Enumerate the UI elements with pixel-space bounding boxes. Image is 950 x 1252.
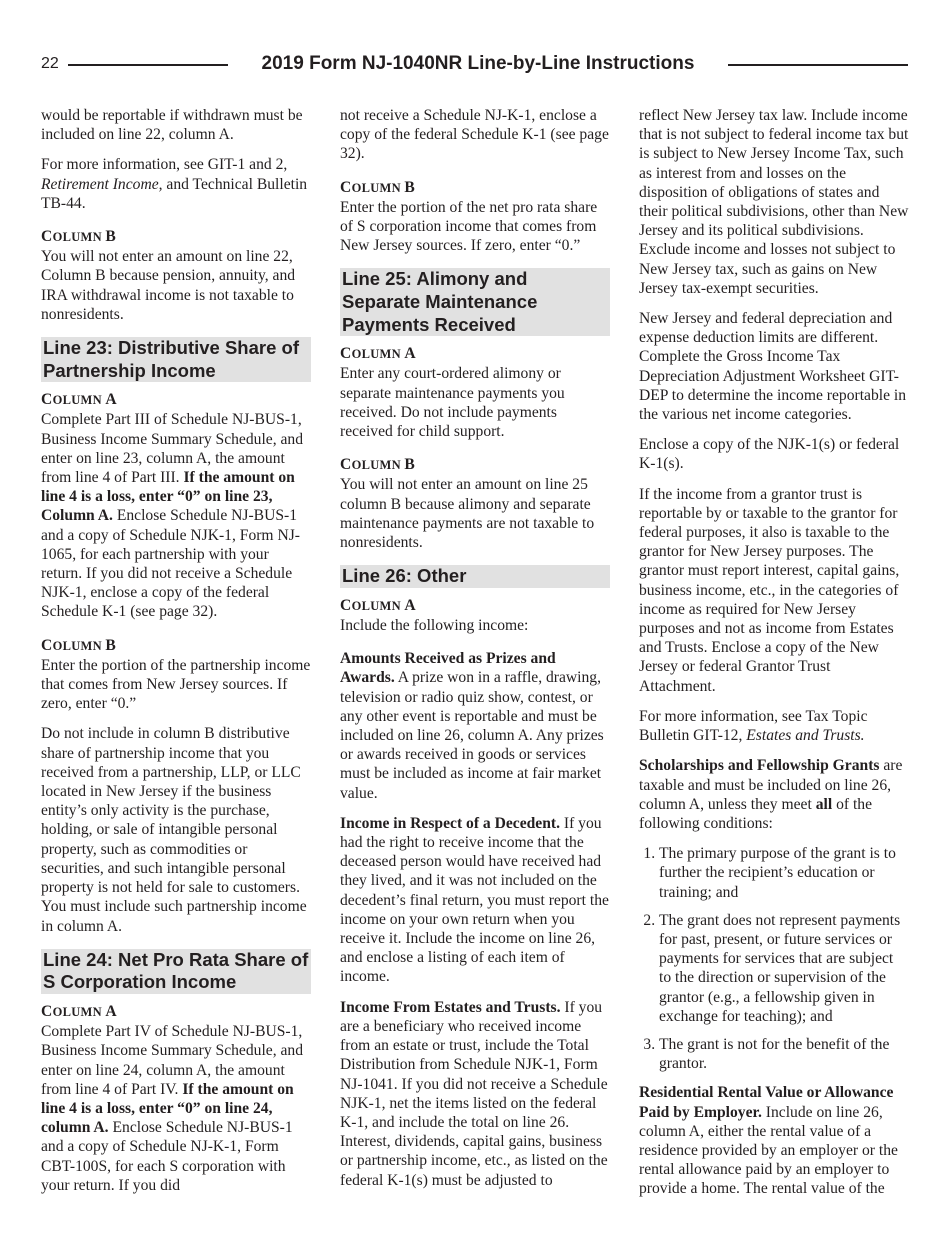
paragraph: Residential Rental Value or Allowance Paid by Employer. Include on line 26, column A, either the rental value of a residence provided by an employer or the rental allowance paid by an employer to provide a home. The rental value of the bbox=[639, 1084, 898, 1198]
column-b-label: COLUMN B bbox=[340, 456, 416, 474]
column-left bbox=[41, 106, 311, 1206]
paragraph: Scholarships and Fellowship Grants are taxable and must be included on line 26, column A, unless they meet all of the following conditions: bbox=[639, 757, 903, 832]
paragraph: For more information, see Tax Topic Bulletin GIT-12, Estates and Trusts. bbox=[639, 707, 868, 745]
paragraph: New Jersey and federal depreciation and expense deduction limits are different. Complete the Gross Income Tax Depreciation Adjustment Worksheet GIT-DEP to determine the income reportable in the various net income categories. bbox=[639, 310, 907, 424]
page-number: 22 bbox=[41, 55, 59, 72]
paragraph: Amounts Received as Prizes and Awards. A prize won in a raffle, drawing, television or radio quiz show, contest, or any other event is reportable and must be included on line 26, column A. Any prizes or awards received in goods or services must be included as income at fair market value. bbox=[340, 650, 604, 802]
paragraph: If the income from a grantor trust is reportable by or taxable to the grantor for federal purposes, it also is taxable to the grantor for New Jersey purposes. The grantor must report interest, capital gains, business income, etc., in the categories of income as required for New Jersey purposes and not as income from Estates and Trusts. Enclose a copy of the New Jersey or federal Grantor Trust Attachment. bbox=[639, 485, 900, 695]
column-middle bbox=[340, 106, 610, 1201]
list-item: 2. The grant does not represent payments for past, present, or future services or payments for services that are subject to the direction or supervision of the grantor (e.g., a fellowship given in exchange for teaching); and bbox=[659, 911, 909, 1026]
section-heading-line-25: Line 25: Alimony and Separate Maintenance Payments Received bbox=[340, 268, 610, 336]
paragraph: Enter any court-ordered alimony or separate maintenance payments you received. Do not include payments received for child support. bbox=[340, 365, 565, 441]
column-a-label: COLUMN A bbox=[340, 596, 416, 614]
column-right bbox=[639, 106, 909, 1210]
paragraph: reflect New Jersey tax law. Include income that is not subject to federal income tax but is subject to New Jersey Income Tax, such as interest from and losses on the disposition of obligations of states and their political subdivisions, other than New Jersey and its political subdivisions. Exclude income and losses not subject to New Jersey tax, such as gains on New Jersey tax-exempt securities. bbox=[639, 107, 909, 297]
column-b-label: COLUMN B bbox=[340, 178, 416, 196]
header-rule-right bbox=[728, 64, 908, 66]
paragraph: You will not enter an amount on line 25 column B because alimony and separate maintenance payments are not taxable to nonresidents. bbox=[340, 476, 595, 552]
paragraph: Income From Estates and Trusts. If you are a beneficiary who received income from an estate or trust, include the Total Distribution from Schedule NJK-1, Form NJ-1041. If you did not receive a Schedule NJK-1, net the items listed on the federal K-1, and include the total on line 26. Interest, dividends, capital gains, business or partnership income, etc., as listed on the federal K-1(s) must be adjusted to bbox=[340, 998, 608, 1189]
header-rule-left bbox=[68, 64, 228, 66]
paragraph: Enclose a copy of the NJK-1(s) or federal K-1(s). bbox=[639, 436, 900, 473]
paragraph: Complete Part III of Schedule NJ-BUS-1, Business Income Summary Schedule, and enter on line 23, column A, the amount from line 4 of Part III. If the amount on line 4 is a loss, enter “0” on line 23, Column A. Enclose Schedule NJ-BUS-1 and a copy of Schedule NJK-1, Form NJ-1065, for each partnership with your return. If you did not receive a Schedule NJK-1, enclose a copy of the federal Schedule K-1 (see page 32). bbox=[41, 411, 304, 621]
paragraph: Enter the portion of the partnership income that comes from New Jersey sources. If zero, enter “0.” bbox=[41, 656, 311, 713]
paragraph: Income in Respect of a Decedent. If you had the right to receive income that the deceased person would have received had they lived, and it was not included on the decedent’s final return, you must report the income on your own return when you receive it. Include the income on line 26, and enclose a listing of each item of income. bbox=[340, 814, 609, 986]
paragraph: For more information, see GIT-1 and 2, Retirement Income, and Technical Bulletin TB-44. bbox=[41, 156, 308, 212]
section-heading-line-24: Line 24: Net Pro Rata Share of S Corporation Income bbox=[41, 949, 311, 994]
paragraph: Do not include in column B distributive share of partnership income that you received from a partnership, LLP, or LLC located in New Jersey if the business entity’s only activity is the purchase, holding, or sale of intangible personal property, such as commodities or securities, and such intangible personal property is not held for sale to customers. You must include such partnership income in column A. bbox=[41, 725, 307, 935]
column-b-label: COLUMN B bbox=[41, 636, 117, 654]
paragraph: not receive a Schedule NJ-K-1, enclose a copy of the federal Schedule K-1 (see page 32). bbox=[340, 107, 609, 163]
paragraph: Enter the portion of the net pro rata share of S corporation income that comes from New Jersey sources. If zero, enter “0.” bbox=[340, 198, 598, 255]
paragraph: You will not enter an amount on line 22, Column B because pension, annuity, and IRA withdrawal income is not taxable to nonresidents. bbox=[41, 248, 296, 323]
column-b-label: COLUMN B bbox=[41, 228, 117, 246]
column-a-label: COLUMN A bbox=[41, 391, 117, 409]
paragraph: Include the following income: bbox=[340, 617, 529, 635]
column-a-label: COLUMN A bbox=[41, 1002, 117, 1020]
section-heading-line-23: Line 23: Distributive Share of Partnership Income bbox=[41, 337, 311, 382]
column-a-label: COLUMN A bbox=[340, 345, 416, 363]
conditions-list bbox=[639, 844, 909, 1073]
list-item: 3. The grant is not for the benefit of the grantor. bbox=[659, 1035, 909, 1073]
list-item: 1. The primary purpose of the grant is to further the recipient’s education or training; and bbox=[659, 844, 909, 902]
paragraph: Complete Part IV of Schedule NJ-BUS-1, Business Income Summary Schedule, and enter on line 24, column A, the amount from line 4 of Part IV. If the amount on line 4 is a loss, enter “0” on line 24, column A. Enclose Schedule NJ-BUS-1 and a copy of Schedule NJ-K-1, Form CBT-100S, for each S corporation with your return. If you did bbox=[41, 1023, 304, 1194]
paragraph: would be reportable if withdrawn must be included on line 22, column A. bbox=[41, 107, 303, 144]
section-heading-line-26: Line 26: Other bbox=[340, 565, 610, 588]
page-title: 2019 Form NJ-1040NR Line-by-Line Instructions bbox=[261, 53, 695, 74]
